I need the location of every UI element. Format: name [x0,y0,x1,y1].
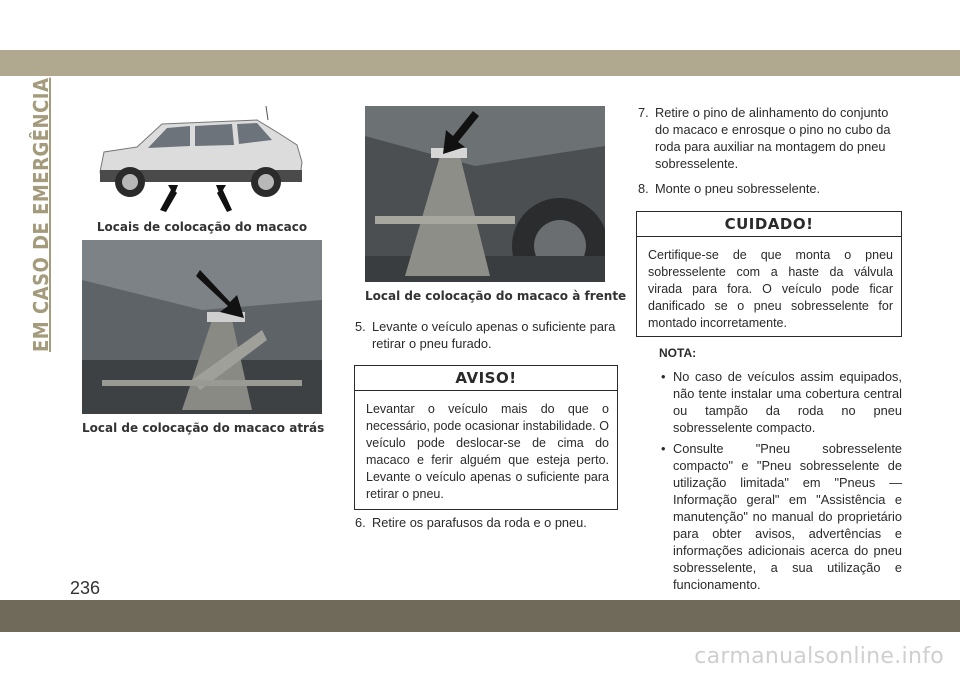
caution-text: Certifique-se de que monta o pneu sobresselente com a haste da válvula virada para fora. O veículo pode ficar danificado se o pneu sobresselente for montado incorretamente. [648,248,893,330]
caption-front-jack: Local de colocação do macaco à frente [365,289,627,303]
step-8-text: Monte o pneu sobresselente. [655,181,821,196]
note-title: NOTA: [659,346,697,360]
step-5-number: 5. [355,319,366,334]
rear-jack-photo [82,240,322,414]
figure-front-jack [365,106,605,282]
note-bullet-1-text: No caso de veículos assim equipados, não tente instalar uma cobertura central ou tampão da roda no pneu sobresselente compacto. [673,369,902,435]
page-number: 236 [70,578,101,598]
section-title-vertical: EM CASO DE EMERGÊNCIA [29,77,53,352]
step-6-text: Retire os parafusos da roda e o pneu. [372,515,587,530]
note-bullet-2-text: Consulte "Pneu sobresselente compacto" e "Pneu sobresselente de utilização limitada" em "Pneus — Informação geral" em "Assistência e manutenção" no manual do proprietário para obter avisos, advertências e informações adicionais acerca do pneu sobresselente, a sua utilização e funcionamento. [673,441,902,592]
caption-jack-points: Locais de colocação do macaco [96,220,308,234]
bullet-dot-icon: • [661,369,666,384]
step-8 [638,180,902,197]
top-color-band [0,50,960,76]
figure-rear-jack [82,240,322,414]
step-8-number: 8. [638,181,649,196]
step-6 [355,514,617,531]
step-7 [638,104,902,172]
step-7-number: 7. [638,105,649,120]
car-illustration [82,100,322,215]
front-jack-photo [365,106,605,282]
watermark: carmanualsonline.info [694,644,944,669]
step-5 [355,318,617,352]
warning-text: Levantar o veículo mais do que o necessário, pode ocasionar instabilidade. O veículo pode deslocar-se de cima do macaco e ferir alguém que esteja perto. Levante o veículo apenas o suficiente para retirar o pneu. [366,402,609,501]
caution-title: CUIDADO! [637,212,901,237]
caution-box [636,211,902,337]
step-7-text: Retire o pino de alinhamento do conjunto do macaco e enrosque o pino no cubo da roda para auxiliar na montagem do pneu sobresselente. [655,105,891,171]
warning-title: AVISO! [355,366,617,391]
figure-car-jack-points [82,100,322,215]
note-bullet-2 [661,440,902,593]
bottom-color-band [0,600,960,632]
note-bullet-1 [661,368,902,436]
bullet-dot-icon: • [661,441,666,456]
step-5-text: Levante o veículo apenas o suficiente para retirar o pneu furado. [372,319,616,351]
warning-box [354,365,618,510]
caption-rear-jack: Local de colocação do macaco atrás [82,421,325,435]
step-6-number: 6. [355,515,366,530]
